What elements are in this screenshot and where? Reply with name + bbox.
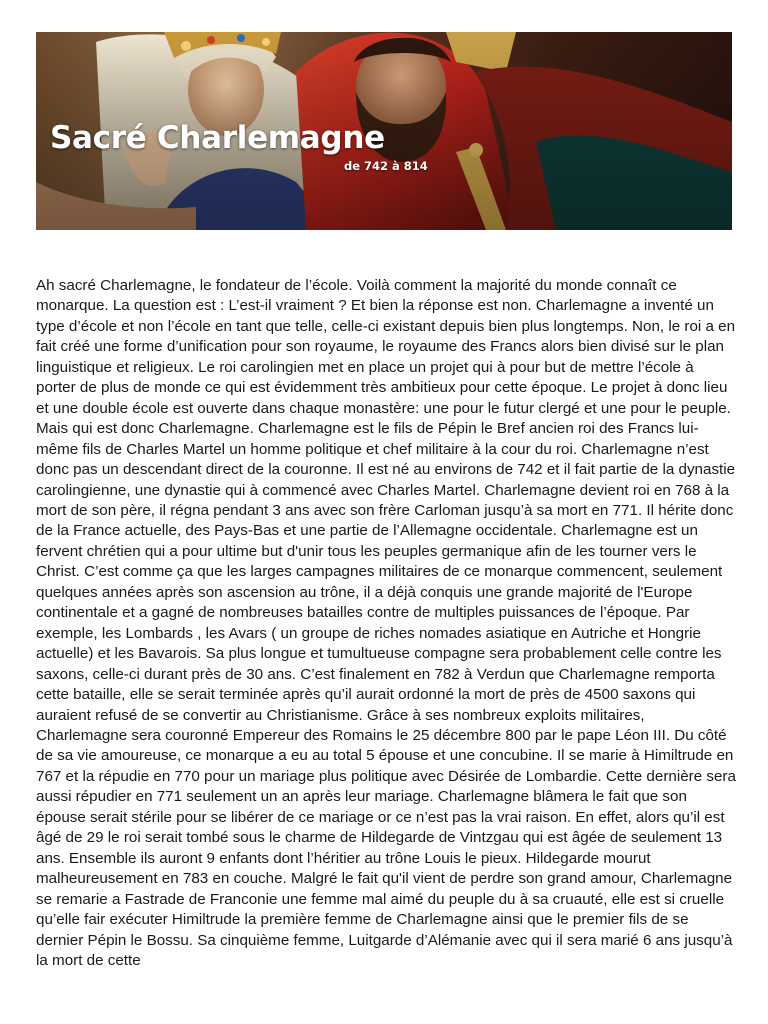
article-body: Ah sacré Charlemagne, le fondateur de l’école. Voilà comment la majorité du monde connaît ce monarque. La question est : L’est-il vraiment ? Et bien la réponse est non. Charlemagne a inventé un type d’école et non l’école en tant que telle, celle-ci existant depuis bien plus longtemps. Non, le roi a en fait créé une forme d’unification pour son royaume, le royaume des Francs alors bien divisé sur le plan linguistique et religieux. Le roi carolingien met en place un projet qui à pour but de mettre l’école à porter de plus de monde ce qui est évidemment très ambitieux pour cette époque. Le projet à donc lieu et une double école est ouverte dans chaque monastère: une pour le futur clergé et une pour le peuple. Mais qui est donc Charlemagne. Charlemagne est le fils de Pépin le Bref ancien roi des Francs lui-même fils de Charles Martel un homme politique et chef militaire à la cour du roi. Charlemagne n’est donc pas un descendant direct de la couronne. Il est né au environs de 742 et il fait partie de la dynastie carolingienne, une dynastie qui à commencé avec Charles Martel. Charlemagne devient roi en 768 à la mort de son père, il régna pendant 3 ans avec son frère Carloman jusqu’à sa mort en 771. Il hérite donc de la France actuelle, des Pays-Bas et une partie de l’Allemagne occidentale. Charlemagne est un fervent chrétien qui a pour ultime but d'unir tous les peuples germanique afin de les tourner vers le Christ. C’est comme ça que les larges campagnes militaires de ce monarque commencent, seulement quelques années après son ascension au trône, il a déjà conquis une grande majorité de l'Europe continentale et a gagné de nombreuses batailles contre de multiples puissances de l’époque. Par exemple, les Lombards , les Avars ( un groupe de riches nomades asiatique en Autriche et Hongrie actuelle) et les Bavarois. Sa plus longue et tumultueuse compagne sera probablement celle contre les saxons, celle-ci durant près de 30 ans. C’est finalement en 782 à Verdun que Charlemagne remporta cette bataille, elle se serait terminée après qu’il aurait ordonné la mort de près de 4500 saxons qui auraient refusé de se convertir au Christianisme. Grâce à ses nombreux exploits militaires, Charlemagne sera couronné Empereur des Romains le 25 décembre 800 par le pape Léon III. Du côté de sa vie amoureuse, ce monarque a eu au total 5 épouse et une concubine. Il se marie à Himiltrude en 767 et la répudie en 770 pour un mariage plus politique avec Désirée de Lombardie. Cette dernière sera aussi répudier en 771 seulement un an après leur mariage. Charlemagne blâmera le fait que son épouse serait stérile pour se libérer de ce mariage or ce n’est pas la vrai raison. En effet, alors qu’il est âgé de 29 le roi serait tombé sous le charme de Hildegarde de Vintzgau qui est âgée de seulement 13 ans. Ensemble ils auront 9 enfants dont l’héritier au trône Louis le pieux. Hildegarde mourut malheureusement en 783 en couche. Malgré le fait qu'il vient de perdre son grand amour, Charlemagne se remarie a Fastrade de Franconie une femme mal aimé du peuple du à sa cruauté, elle est si cruelle qu’elle fair exécuter Himiltrude la première femme de Charlemagne ainsi que le premier fils de se dernier Pépin le Bossu. Sa cinquième femme, Luitgarde d’Alémanie avec qui il sera marié 6 ans jusqu’à la mort de cette [36,277,736,969]
header-banner [36,32,732,230]
banner-title: Sacré Charlemagne [50,120,385,156]
banner-subtitle-dates: de 742 à 814 [344,159,428,173]
